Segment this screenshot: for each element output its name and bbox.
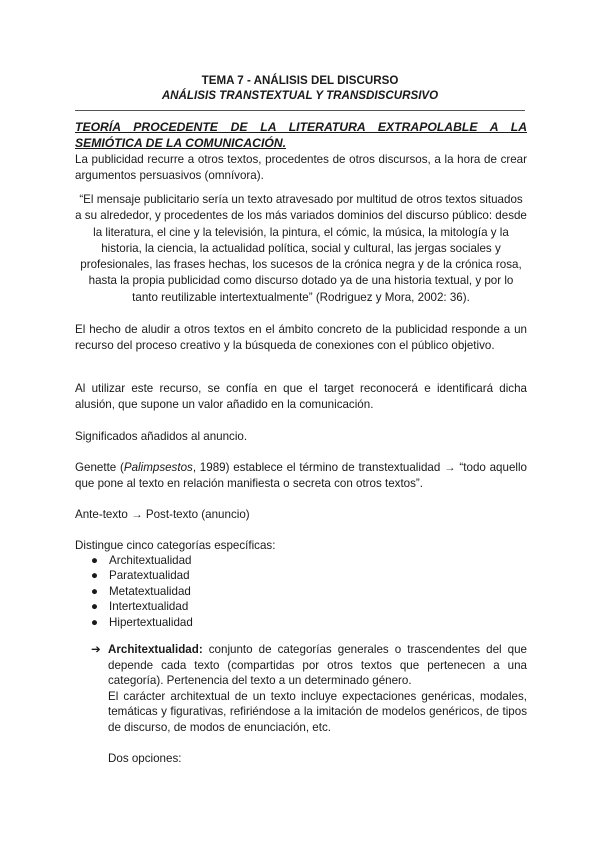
list-item: ● Hipertextualidad [91,615,193,629]
alusion-paragraph: El hecho de aludir a otros textos en el ámbito concreto de la publicidad responde a un recurso del proceso creativo y la búsqueda de conexiones con el público objetivo. [75,323,527,352]
architextualidad-def-1: conjunto de categorías generales o trascendentes del que depende cada texto (compartidas por otros textos que pertenecen a una categoría). Pertenencia del texto a un determinado género. [108,643,527,688]
significados-paragraph: Significados añadidos al anuncio. [75,430,248,443]
section-heading: TEORÍA PROCEDENTE DE LA LITERATURA EXTRAPOLABLE A LA SEMIÓTICA DE LA COMUNICACIÓN. [75,120,527,150]
list-item: ● Paratextualidad [91,569,190,583]
architextualidad-def-2: El carácter architextual de un texto incluye expectaciones genéricas, modales, temáticas y figurativas, refiriéndose a la imitación de modelos genéricos, de tipos de discurso, de modos de enunciación, etc. [108,689,527,734]
title-divider [75,110,525,111]
architextualidad-term: Architextualidad: [108,643,203,656]
target-paragraph: Al utilizar este recurso, se confía en que el target reconocerá e identificará dicha alusión, que supone un valor añadido en la comunicación. [75,382,527,411]
bullet-icon: ● [91,569,99,583]
bullet-icon: ● [91,600,99,614]
bullet-icon: ● [91,584,99,598]
category-list [91,553,193,630]
dos-opciones-label: Dos opciones: [108,751,182,765]
genette-paragraph [75,460,527,492]
genette-text-before: Genette ( [75,461,124,474]
document-subtitle: ANÁLISIS TRANSTEXTUAL Y TRANSDISCURSIVO [161,89,439,102]
antetexto-paragraph: Ante-texto → Post-texto (anuncio) [75,508,250,521]
architextualidad-definition [108,642,527,766]
bullet-icon: ● [91,554,99,567]
distingue-paragraph: Distingue cinco categorías específicas: [75,539,276,552]
list-item: ● Architextualidad [91,554,192,567]
quote-block: “El mensaje publicitario sería un texto atravesado por multitud de otros textos situados a su alrededor, y procedentes de los más variados dominios del discurso público: desde la literatura, el cine y la televisión, la pintura, el cómic, la música, la mitología y la historia, la ciencia, la actualidad política, social y cultural, las jergas sociales y profesionales, las frases hechas, los sucesos de la crónica negra y de la crónica rosa, hasta la propia publicidad como discurso dotado ya de una historia textual, y por lo tanto reutilizable intertextualmente” (Rodriguez y Mora, 2002: 36). [75,193,527,304]
list-item: ● Metatextualidad [91,584,191,598]
intro-paragraph: La publicidad recurre a otros textos, procedentes de otros discursos, a la hora de crear argumentos persuasivos (omnívora). [75,153,527,182]
genette-text-after: , 1989) establece el término de transtextualidad → “todo aquello que pone al texto en relación manifiesta o secreta con otros textos”. [75,461,527,490]
bullet-icon: ● [91,615,99,629]
document-title: TEMA 7 - ANÁLISIS DEL DISCURSO [201,74,399,87]
list-item: ● Intertextualidad [91,600,189,614]
arrow-icon: ➔ [91,643,101,656]
genette-book-title: Palimpsestos [123,461,193,474]
